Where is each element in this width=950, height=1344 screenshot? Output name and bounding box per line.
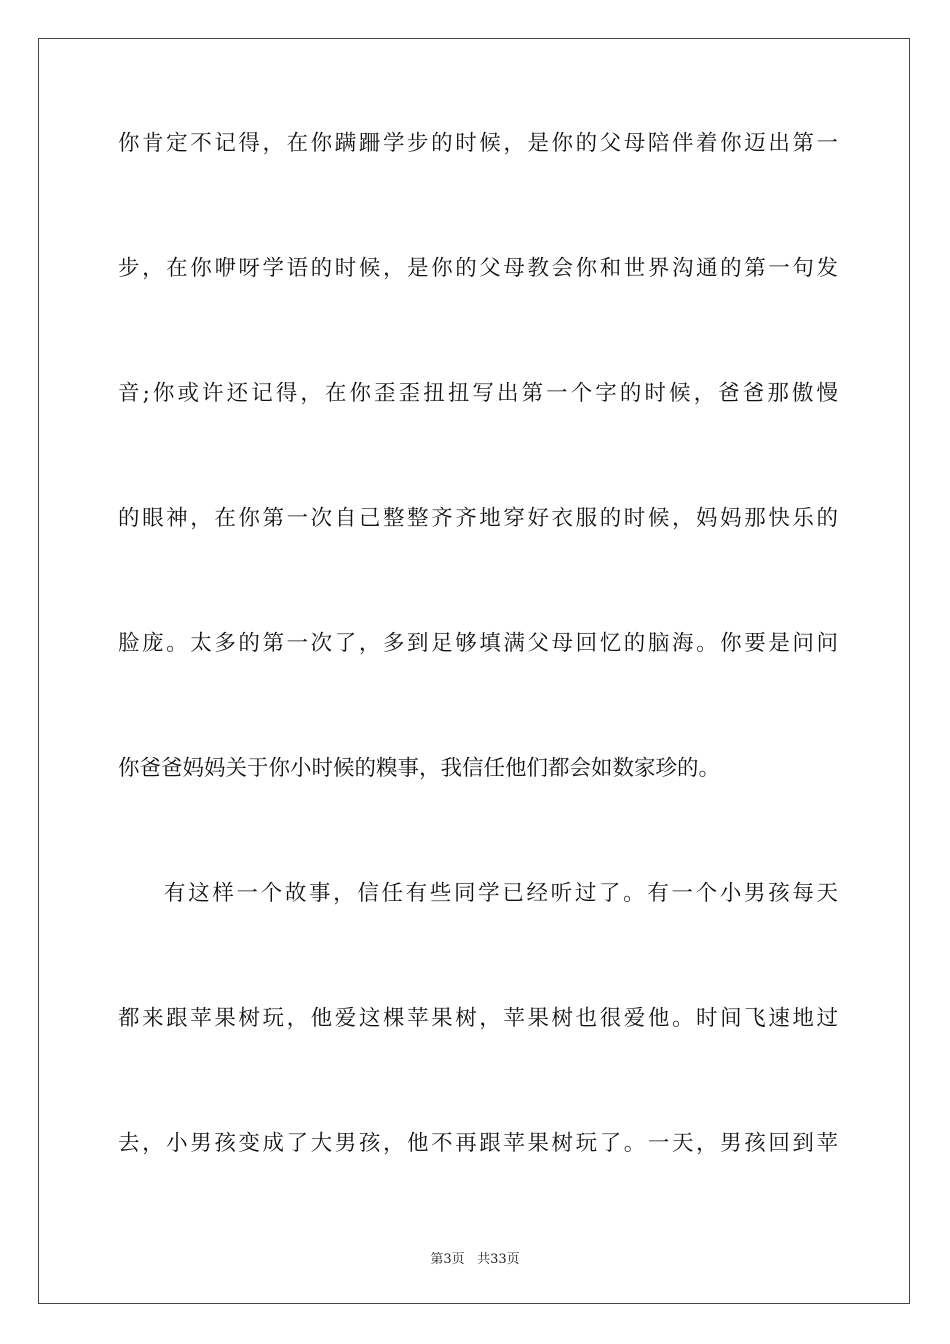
text-line: 步，在你咿呀学语的时候，是你的父母教会你和世界沟通的第一句发 [118, 256, 838, 281]
page-footer [0, 1248, 950, 1267]
text-line: 都来跟苹果树玩，他爱这棵苹果树，苹果树也很爱他。时间飞速地过 [118, 1006, 838, 1031]
document-body [118, 124, 838, 1249]
text-line: 音;你或许还记得，在你歪歪扭扭写出第一个字的时候，爸爸那傲慢 [118, 381, 838, 406]
paragraph-start-line: 有这样一个故事，信任有些同学已经听过了。有一个小男孩每天 [164, 881, 838, 906]
page-total: 共33页 [477, 1252, 520, 1267]
text-line: 的眼神，在你第一次自己整整齐齐地穿好衣服的时候，妈妈那快乐的 [118, 506, 838, 531]
text-line: 你肯定不记得，在你蹒跚学步的时候，是你的父母陪伴着你迈出第一 [118, 131, 838, 156]
text-line: 去，小男孩变成了大男孩，他不再跟苹果树玩了。一天，男孩回到苹 [118, 1131, 838, 1156]
text-line: 你爸爸妈妈关于你小时候的糗事，我信任他们都会如数家珍的。 [118, 756, 721, 781]
page-number: 第3页 [430, 1252, 465, 1267]
text-line: 脸庞。太多的第一次了，多到足够填满父母回忆的脑海。你要是问问 [118, 631, 838, 656]
